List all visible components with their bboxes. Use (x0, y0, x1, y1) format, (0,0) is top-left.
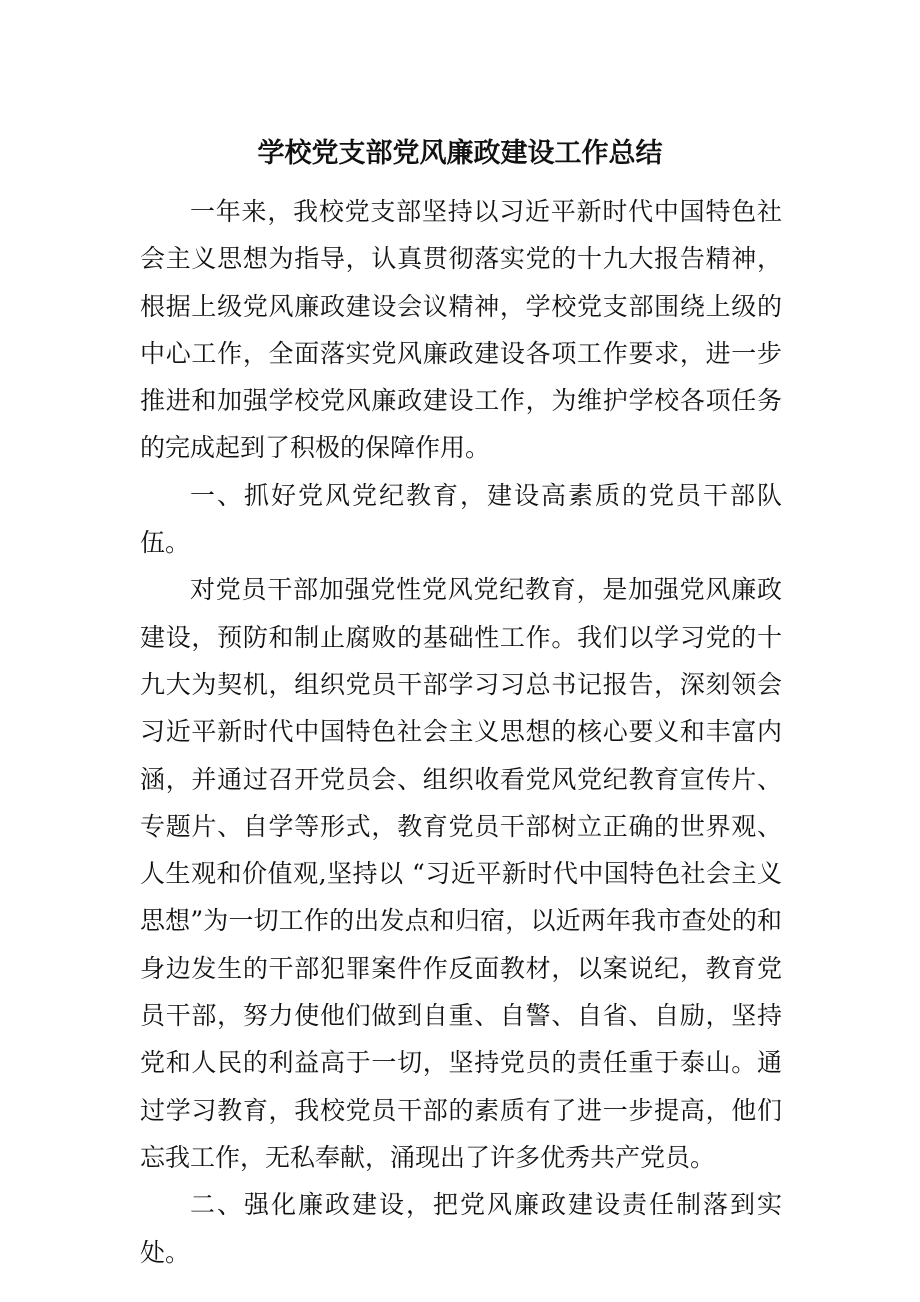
document-body (140, 188, 782, 1276)
paragraph-section-1: 对党员干部加强党性党风党纪教育，是加强党风廉政建设，预防和制止腐败的基础性工作。我们以学习党的十九大为契机，组织党员干部学习习总书记报告，深刻领会习近平新时代中国特色社会主义思想的核心要义和丰富内涵，并通过召开党员会、组织收看党风党纪教育宣传片、专题片、自学等形式，教育党员干部树立正确的世界观、人生观和价值观,坚持以 “习近平新时代中国特色社会主义思想”为一切工作的出发点和归宿，以近两年我市查处的和身边发生的干部犯罪案件作反面教材，以案说纪，教育党员干部，努力使他们做到自重、自警、自省、自励，坚持党和人民的利益高于一切，坚持党员的责任重于泰山。通过学习教育，我校党员干部的素质有了进一步提高，他们忘我工作，无私奉献，涌现出了许多优秀共产党员。 (140, 575, 782, 1172)
document-title: 学校党支部党风廉政建设工作总结 (257, 138, 663, 169)
section-heading-2: 二、强化廉政建设，把党风廉政建设责任制落到实处。 (140, 1190, 782, 1267)
section-heading-1: 一、抓好党风党纪教育，建设高素质的党员干部队伍。 (140, 480, 782, 558)
paragraph-intro: 一年来，我校党支部坚持以习近平新时代中国特色社会主义思想为指导，认真贯彻落实党的十九大报告精神，根据上级党风廉政建设会议精神，学校党支部围绕上级的中心工作，全面落实党风廉政建设各项工作要求，进一步推进和加强学校党风廉政建设工作，为维护学校各项任务的完成起到了积极的保障作用。 (140, 197, 782, 463)
